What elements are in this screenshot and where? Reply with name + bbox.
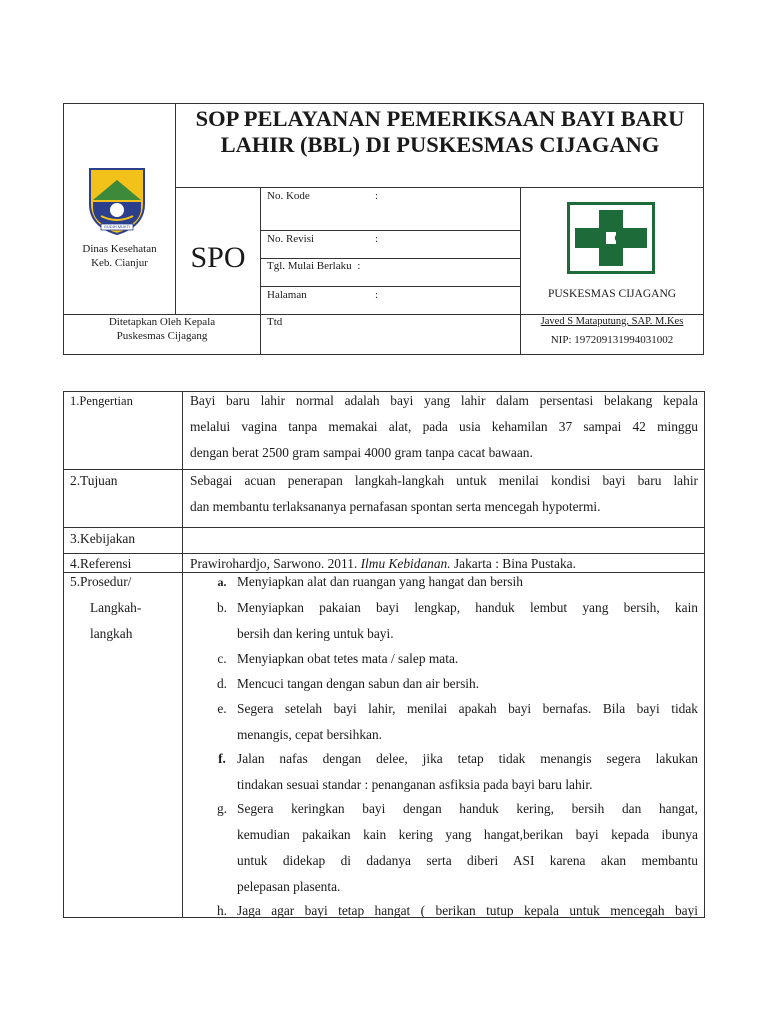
logo-ribbon-text: GUDIH MUKTI bbox=[103, 224, 131, 229]
label-kebijakan: 3.Kebijakan bbox=[70, 531, 136, 546]
procedure-item-a bbox=[210, 569, 698, 595]
item-line: tindakan sesuai standar : penanganan asfiksia pada bayi baru lahir. bbox=[237, 777, 593, 792]
puskesmas-name: PUSKESMAS CIJAGANG bbox=[547, 288, 677, 300]
page-title: SOP PELAYANAN PEMERIKSAAN BAYI BARU LAHIR (BBL) DI PUSKESMAS CIJAGANG bbox=[195, 106, 685, 157]
dinas-line1: Dinas Kesehatan bbox=[82, 243, 157, 255]
label-prosedur-3: langkah bbox=[90, 626, 133, 641]
tujuan-text bbox=[190, 468, 698, 520]
text-line: dengan berat 2500 gram sampai 4000 gram tanpa cacat bawaan. bbox=[190, 445, 533, 460]
referensi-book-title: Ilmu Kebidanan. bbox=[360, 556, 451, 571]
item-line: untuk didekap di dadanya serta diberi ASI karena akan membantu bbox=[237, 853, 698, 868]
item-line: menangis, cepat bersihkan. bbox=[237, 727, 383, 742]
item-mark: e. bbox=[217, 701, 227, 716]
text-line: Bayi baru lahir normal adalah bayi yang lahir dalam persentasi belakang kepala bbox=[190, 393, 698, 408]
pengertian-text bbox=[190, 388, 698, 466]
official-nip: NIP: 197209131994031002 bbox=[550, 334, 674, 346]
green-cross-icon bbox=[567, 202, 655, 274]
item-mark: f. bbox=[218, 751, 226, 766]
label-referensi: 4.Referensi bbox=[70, 556, 132, 571]
field-sep: : bbox=[357, 260, 361, 272]
item-line: Segera keringkan bayi dengan handuk kering, bersih dan hangat, bbox=[237, 801, 698, 816]
field-label: Tgl. Mulai Berlaku bbox=[267, 260, 352, 272]
field-halaman bbox=[267, 289, 517, 301]
label-prosedur-2: Langkah- bbox=[90, 600, 142, 615]
field-tgl-mulai bbox=[267, 260, 517, 272]
field-no-kode bbox=[267, 190, 517, 202]
field-label: No. Revisi bbox=[267, 233, 315, 245]
field-sep: : bbox=[375, 190, 379, 202]
item-line: pelepasan plasenta. bbox=[237, 879, 341, 894]
item-line: bersih dan kering untuk bayi. bbox=[237, 626, 394, 641]
referensi-author: Prawirohardjo, Sarwono. 2011. bbox=[190, 556, 361, 571]
item-line: Segera setelah bayi lahir, menilai apakah bayi bernafas. Bila bayi tidak bbox=[237, 701, 698, 716]
item-mark: a. bbox=[217, 575, 227, 589]
dinas-line2: Keb. Cianjur bbox=[91, 257, 148, 269]
item-line: Menyiapkan alat dan ruangan yang hangat dan bersih bbox=[237, 574, 523, 589]
field-no-revisi bbox=[267, 233, 517, 245]
text-line: dan membantu terlaksananya pernafasan spontan serta mencegah hypotermi. bbox=[190, 499, 601, 514]
field-label: No. Kode bbox=[267, 190, 310, 202]
ditetapkan-line2: Puskesmas Cijagang bbox=[116, 330, 208, 342]
procedure-item-g bbox=[210, 796, 698, 900]
item-line: Menyiapkan pakaian bayi lengkap, handuk lembut yang bersih, kain bbox=[237, 600, 698, 615]
field-label: Halaman bbox=[267, 289, 307, 301]
item-line: Jaga agar bayi tetap hangat ( berikan tutup kepala untuk mencegah bayi bbox=[237, 903, 698, 918]
label-tujuan: 2.Tujuan bbox=[70, 473, 118, 488]
item-line: Jalan nafas dengan delee, jika tetap tidak menangis segera lakukan bbox=[237, 751, 698, 766]
referensi-publisher: Jakarta : Bina Pustaka. bbox=[450, 556, 576, 571]
label-pengertian: 1.Pengertian bbox=[70, 394, 133, 408]
official-name: Javed S Mataputung, SAP. M.Kes bbox=[540, 316, 684, 327]
field-sep: : bbox=[375, 233, 379, 245]
procedure-item-d bbox=[210, 671, 698, 697]
procedure-item-c bbox=[210, 646, 698, 672]
ditetapkan-line1: Ditetapkan Oleh Kepala bbox=[108, 316, 216, 328]
procedure-item-b bbox=[210, 595, 698, 647]
item-mark: c. bbox=[217, 651, 227, 666]
field-sep: : bbox=[375, 289, 379, 301]
item-line: Menyiapkan obat tetes mata / salep mata. bbox=[237, 651, 459, 666]
puskesmas-logo bbox=[567, 202, 655, 274]
item-mark: b. bbox=[216, 600, 228, 615]
item-mark: g. bbox=[216, 801, 228, 816]
item-mark: d. bbox=[216, 676, 228, 691]
ttd-label: Ttd bbox=[267, 316, 283, 328]
label-prosedur-1: 5.Prosedur/ bbox=[70, 574, 132, 589]
spo-label: SPO bbox=[190, 241, 246, 274]
text-line: Sebagai acuan penerapan langkah-langkah untuk menilai kondisi bayi baru lahir bbox=[190, 473, 698, 488]
item-line: Mencuci tangan dengan sabun dan air bersih. bbox=[237, 676, 480, 691]
procedure-item-e bbox=[210, 696, 698, 748]
text-line: melalui vagina tanpa memakai alat, pada usia kehamilan 37 sampai 42 minggu bbox=[190, 419, 698, 434]
item-line: kemudian pakaikan kain kering yang hangat,berikan bayi kepada ibunya bbox=[237, 827, 698, 842]
procedure-item-f bbox=[210, 746, 698, 798]
procedure-item-h bbox=[210, 898, 698, 924]
item-mark: h. bbox=[216, 903, 228, 918]
cianjur-logo bbox=[87, 166, 147, 236]
